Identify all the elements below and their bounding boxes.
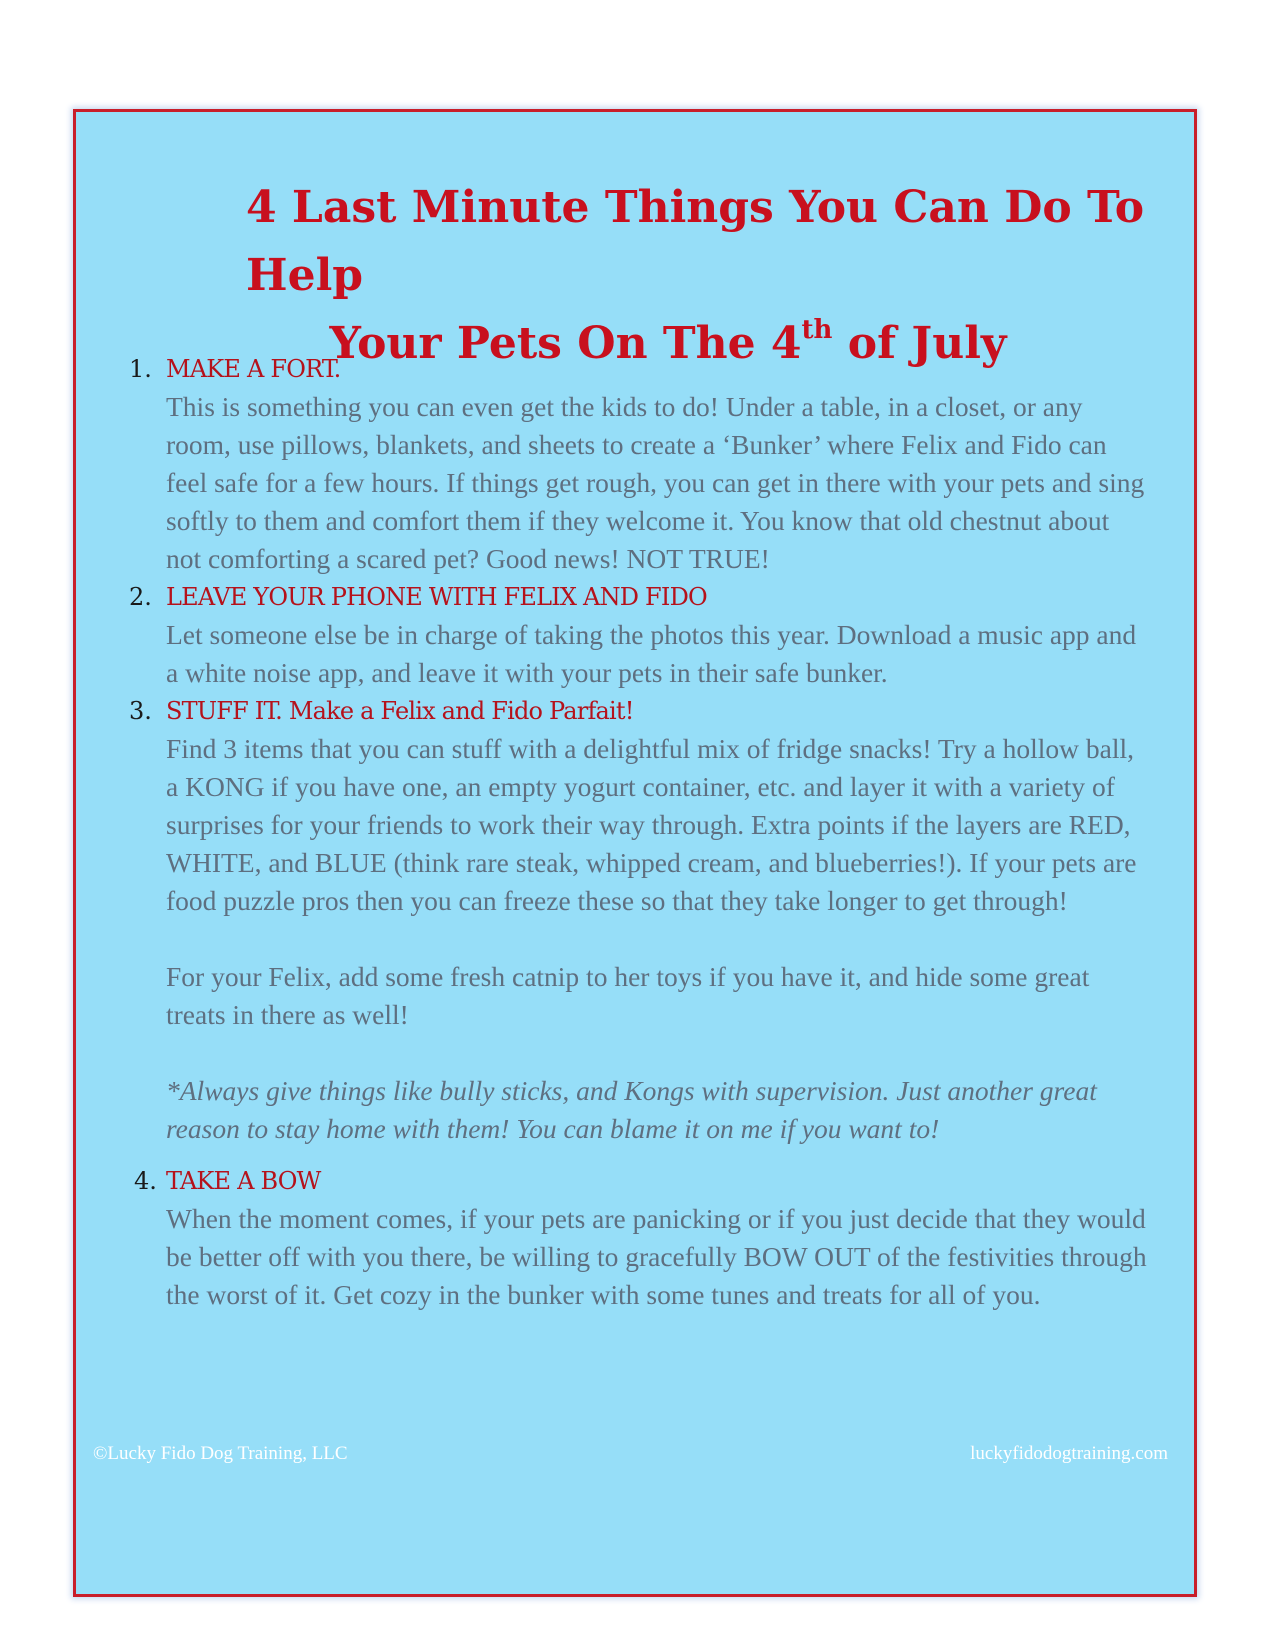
paragraph-spacer <box>129 1034 1149 1072</box>
tip-body: Find 3 items that you can stuff with a delightful mix of fridge snacks! Try a hollow ball, a KONG if you have one, an empty yogurt container, etc. and layer it with a variety of surprises for your friends to work their way through. Extra points if the layers are RED, WHITE, and BLUE (think rare steak, whipped cream, and blueberries!). If your pets are food puzzle pros then you can freeze these so that they take longer to get through! <box>166 733 1137 916</box>
tip-item-1 <box>129 350 1149 578</box>
title-line-2-end: of July <box>832 318 1007 369</box>
tip-heading: LEAVE YOUR PHONE WITH FELIX AND FIDO <box>166 583 707 611</box>
tip-heading-row <box>129 350 1149 388</box>
tip-body: Let someone else be in charge of taking the photos this year. Download a music app and a white noise app, and leave it with your pets in their safe bunker. <box>166 619 1137 688</box>
tip-body-cat-note: For your Felix, add some fresh catnip to her toys if you have it, and hide some great treats in there as well! <box>166 961 1090 1030</box>
tip-item-3 <box>129 692 1149 1148</box>
tip-number: 4. <box>134 1167 157 1195</box>
title-line-2-start: Your Pets On The 4 <box>329 318 802 369</box>
tip-number: 3. <box>129 697 152 725</box>
tips-list <box>129 350 1149 1314</box>
title-line-1: 4 Last Minute Things You Can Do To Help <box>246 182 1145 301</box>
tip-body: When the moment comes, if your pets are panicking or if you just decide that they would be better off with you there, be willing to gracefully BOW OUT of the festivities through the worst of it. Get cozy in the bunker with some tunes and treats for all of you. <box>166 1203 1147 1310</box>
tip-heading-row <box>129 578 1149 616</box>
website-footer: luckyfidodogtraining.com <box>970 1443 1168 1464</box>
tip-item-4 <box>129 1162 1149 1314</box>
flyer-panel <box>73 109 1197 1597</box>
supervision-note: *Always give things like bully sticks, and Kongs with supervision. Just another great reason to stay home with them! You can blame it on me if you want to! <box>166 1075 1097 1144</box>
tip-heading: TAKE A BOW <box>166 1167 321 1195</box>
tip-item-2 <box>129 578 1149 692</box>
paragraph-spacer <box>129 920 1149 958</box>
title-superscript: th <box>801 315 833 345</box>
copyright-footer: ©Lucky Fido Dog Training, LLC <box>93 1443 348 1464</box>
page-title <box>76 174 1200 378</box>
tip-body: This is something you can even get the kids to do! Under a table, in a closet, or any room, use pillows, blankets, and sheets to create a ‘Bunker’ where Felix and Fido can feel safe for a few hours. If things get rough, you can get in there with your pets and sing softly to them and comfort them if they welcome it. You know that old chestnut about not comforting a scared pet? Good news! NOT TRUE! <box>166 391 1145 574</box>
tip-heading-row <box>129 692 1149 730</box>
tip-number: 2. <box>129 583 152 611</box>
tip-heading-row <box>129 1162 1149 1200</box>
tip-heading: MAKE A FORT. <box>166 355 341 383</box>
tip-heading: STUFF IT. Make a Felix and Fido Parfait! <box>166 697 634 725</box>
tip-number: 1. <box>129 355 152 383</box>
